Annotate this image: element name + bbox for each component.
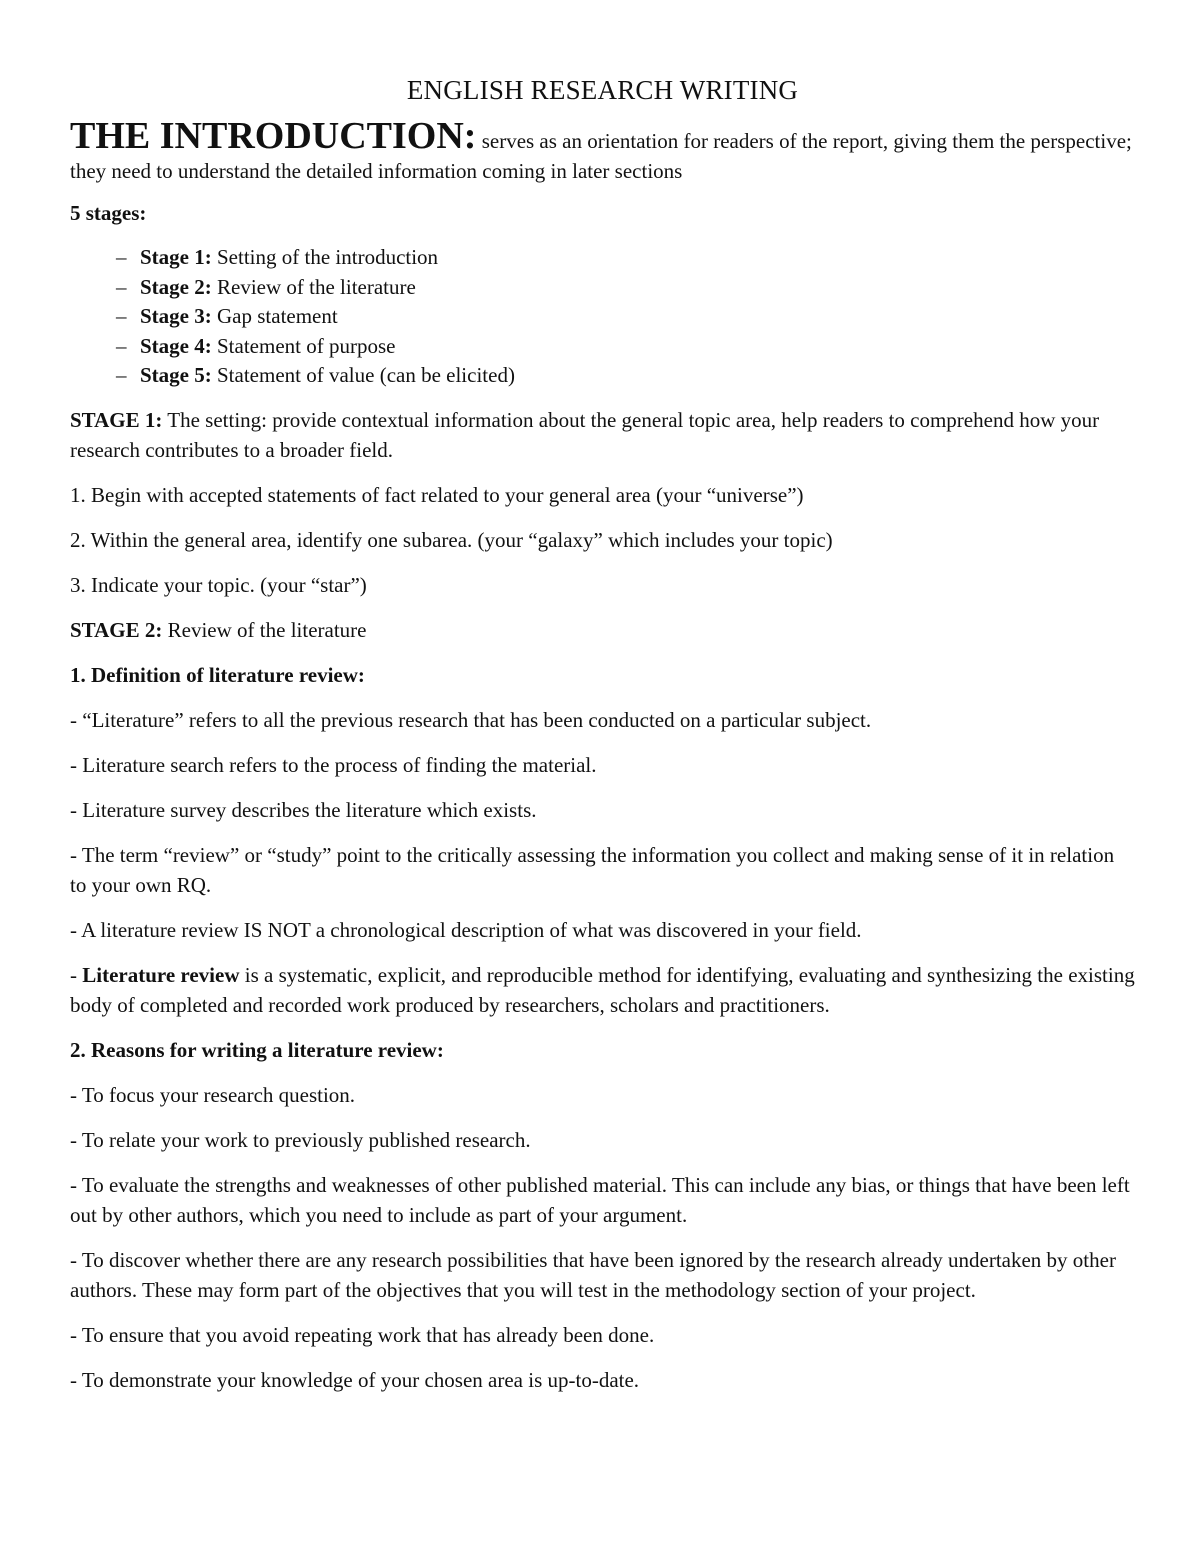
list-item xyxy=(70,361,1135,391)
dash-bullet: – xyxy=(116,274,127,299)
stages-heading-label: 5 stages: xyxy=(70,201,147,225)
definition-item: - A literature review IS NOT a chronological description of what was discovered in your field. xyxy=(70,917,862,942)
literature-review-definition xyxy=(70,960,1135,1020)
stage-text: Review of the literature xyxy=(211,274,416,299)
stage1-point: 2. Within the general area, identify one subarea. (your “galaxy” which includes your topic) xyxy=(70,527,833,552)
reason-item: - To demonstrate your knowledge of your chosen area is up-to-date. xyxy=(70,1367,640,1392)
stage2-paragraph xyxy=(70,615,1135,645)
stage1-text: The setting: provide contextual information about the general topic area, help readers to comprehend how your research contributes to a broader field. xyxy=(70,407,1100,462)
lr-def-text: is a systematic, explicit, and reproducible method for identifying, evaluating and synthesizing the existing body of completed and recorded work produced by researchers, scholars and practitioners. xyxy=(70,962,1135,1017)
stage-label: Stage 3: xyxy=(140,304,212,328)
definition-item: - The term “review” or “study” point to the critically assessing the information you collect and making sense of it in relation to your own RQ. xyxy=(70,842,1115,897)
reason-item: - To discover whether there are any research possibilities that have been ignored by the research already undertaken by other authors. These may form part of the objectives that you will test in the methodology section of your project. xyxy=(70,1247,1116,1302)
introduction-heading: THE INTRODUCTION: xyxy=(70,115,477,157)
document-title: ENGLISH RESEARCH WRITING xyxy=(406,75,799,105)
definition-item: - Literature survey describes the literature which exists. xyxy=(70,797,537,822)
dash-bullet: – xyxy=(116,245,127,269)
stages-heading xyxy=(70,198,1135,228)
lr-def-prefix: - xyxy=(70,962,83,987)
list-item xyxy=(70,243,1135,273)
definition-item: - Literature search refers to the process of finding the material. xyxy=(70,752,597,777)
document-page xyxy=(70,72,1135,1410)
stage1-point: 3. Indicate your topic. (your “star”) xyxy=(70,572,367,597)
definition-heading xyxy=(70,660,1135,690)
introduction-paragraph xyxy=(70,116,1135,186)
stage-label: Stage 1: xyxy=(140,245,212,269)
reasons-heading xyxy=(70,1035,1135,1065)
stage-text: Statement of value (can be elicited) xyxy=(211,363,515,387)
stage1-point: 1. Begin with accepted statements of fact related to your general area (your “universe”) xyxy=(70,482,804,507)
definition-item: - “Literature” refers to all the previous research that has been conducted on a particular subject. xyxy=(70,707,872,732)
reason-item: - To evaluate the strengths and weaknesses of other published material. This can include any bias, or things that have been left out by other authors, which you need to include as part of your argument. xyxy=(70,1172,1130,1227)
stages-list xyxy=(70,243,1135,391)
list-item xyxy=(70,273,1135,303)
list-item xyxy=(70,302,1135,332)
stage2-text: Review of the literature xyxy=(162,617,367,642)
reason-item: - To focus your research question. xyxy=(70,1082,356,1107)
reason-item: - To ensure that you avoid repeating work that has already been done. xyxy=(70,1322,655,1347)
introduction-text: serves as an orientation for readers of the report, giving them the perspective; they need to understand the detailed information coming in later sections xyxy=(70,129,1132,183)
reason-item: - To relate your work to previously published research. xyxy=(70,1127,531,1152)
definition-heading-label: 1. Definition of literature review: xyxy=(70,662,365,687)
reasons-heading-label: 2. Reasons for writing a literature review: xyxy=(70,1037,444,1062)
stage-text: Statement of purpose xyxy=(211,333,396,358)
stage-text: Gap statement xyxy=(211,304,338,328)
dash-bullet: – xyxy=(116,333,127,358)
lr-def-term: Literature review xyxy=(82,962,240,987)
stage-label: Stage 4: xyxy=(140,333,212,358)
stage1-paragraph xyxy=(70,405,1135,465)
list-item xyxy=(70,332,1135,362)
stage2-label: STAGE 2: xyxy=(70,617,163,642)
stage1-label: STAGE 1: xyxy=(70,407,163,432)
dash-bullet: – xyxy=(116,363,127,387)
stage-label: Stage 2: xyxy=(140,274,212,299)
dash-bullet: – xyxy=(116,304,127,328)
stage-label: Stage 5: xyxy=(140,363,212,387)
stage-text: Setting of the introduction xyxy=(211,245,439,269)
